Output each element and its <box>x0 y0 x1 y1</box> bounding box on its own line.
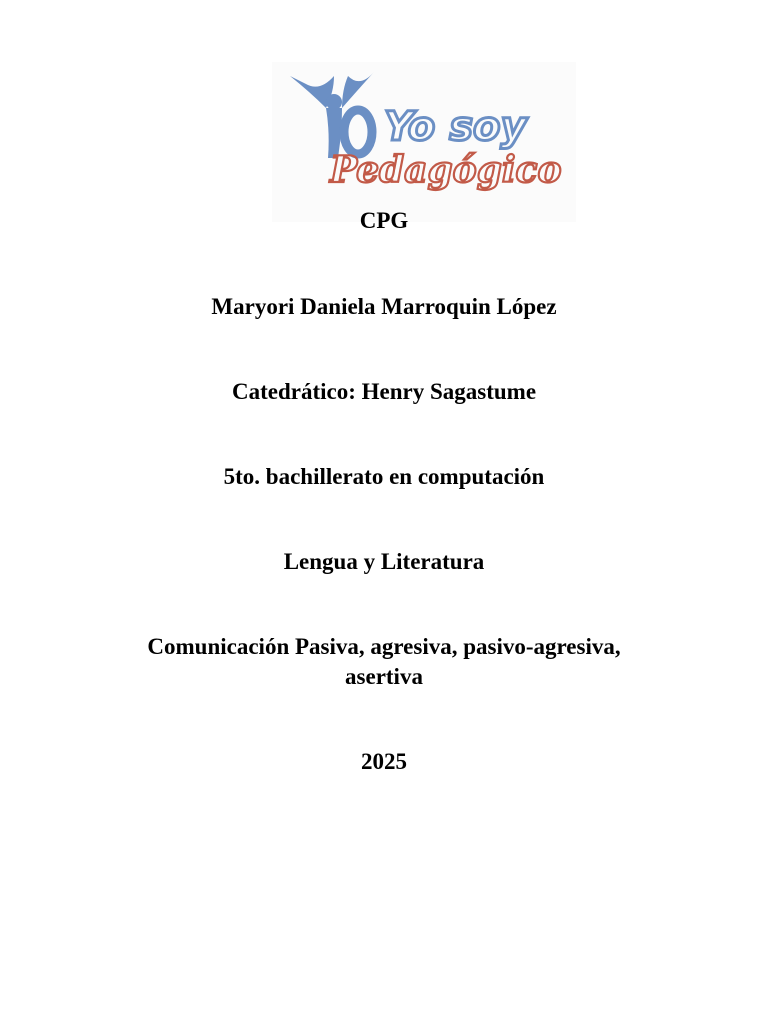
student-name: Maryori Daniela Marroquin López <box>211 294 557 319</box>
year: 2025 <box>361 749 407 774</box>
school-logo <box>272 62 576 222</box>
yo-soy-pedagogico-logo-graphic <box>272 62 576 222</box>
logo-text-yo-soy: Yo soy <box>384 104 527 150</box>
assignment-topic: Comunicación Pasiva, agresiva, pasivo-agresiva, asertiva <box>147 634 621 689</box>
grade-level: 5to. bachillerato en computación <box>223 464 545 489</box>
teacher-name: Catedrático: Henry Sagastume <box>231 379 537 404</box>
course-name: Lengua y Literatura <box>283 549 485 574</box>
school-name: CPG <box>359 208 409 233</box>
logo-text-pedagogico: Pedagógico <box>330 149 562 191</box>
